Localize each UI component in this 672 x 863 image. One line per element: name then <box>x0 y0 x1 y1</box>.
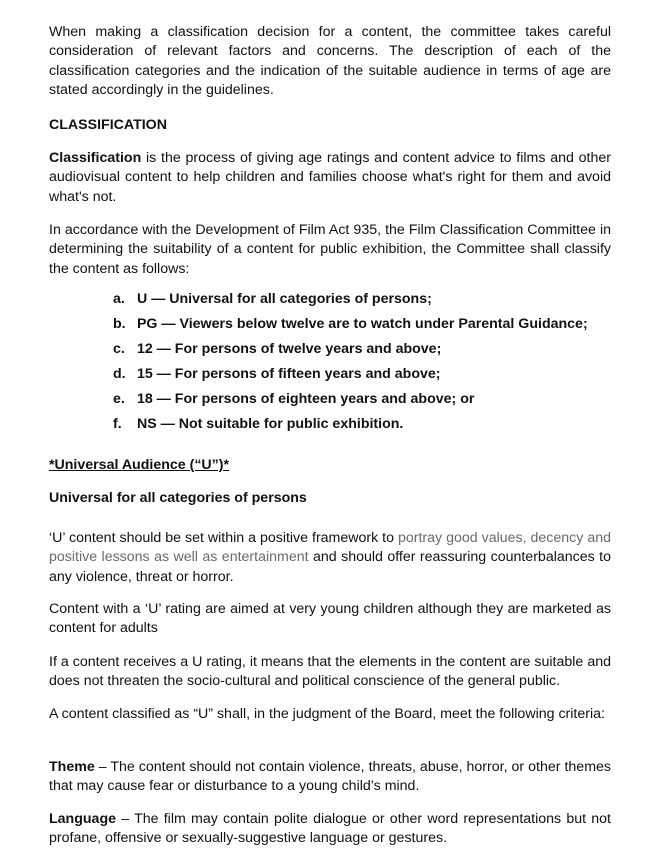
intro-paragraph: When making a classification decision for a content, the committee takes careful consideration of relevant factors and concerns. The description of each of the classification categories and the indication of the suitable audience in terms of age are stated accordingly in the guidelines. <box>49 24 611 99</box>
category-text: 15 — For persons of fifteen years and above; <box>136 366 441 383</box>
criteria-term: Language <box>49 811 117 827</box>
category-text: PG — Viewers below twelve are to watch under Parental Guidance; <box>136 316 588 333</box>
criteria-language <box>49 810 611 849</box>
category-item-pg <box>113 315 633 340</box>
category-text: 18 — For persons of eighteen years and above; or <box>136 391 475 408</box>
criteria-term: Theme <box>49 759 95 775</box>
list-marker: f. <box>113 416 122 433</box>
universal-subtitle: Universal for all categories of persons <box>49 490 307 506</box>
p1-end-text: and should offer reassuring counterbalances to any violence, threat or horror. <box>49 549 611 585</box>
category-text: U — Universal for all categories of persons; <box>136 291 432 307</box>
category-item-u <box>113 290 633 315</box>
classification-definition <box>49 149 611 207</box>
category-item-12 <box>113 340 633 365</box>
list-marker: a. <box>113 291 125 307</box>
category-text: NS — Not suitable for public exhibition. <box>136 416 404 433</box>
category-item-ns <box>113 415 633 440</box>
criteria-text: – The film may contain polite dialogue or other word representations but not profane, offensive or sexually-suggestive language or gestures. <box>49 811 611 847</box>
category-item-18 <box>113 390 633 415</box>
criteria-theme <box>49 758 611 797</box>
universal-paragraph-1 <box>49 529 611 587</box>
category-item-15 <box>113 365 633 390</box>
definition-term: Classification <box>49 150 142 166</box>
classification-heading: CLASSIFICATION <box>49 117 167 133</box>
universal-section-title: *Universal Audience (“U”)* <box>49 457 230 473</box>
category-text: 12 — For persons of twelve years and above; <box>136 341 442 358</box>
list-marker: d. <box>113 366 126 383</box>
list-marker: e. <box>113 391 125 408</box>
p1-muted-text: portray good values, decency and positive lessons as well as entertainment <box>49 530 611 566</box>
list-marker: c. <box>113 341 125 358</box>
universal-paragraph-4: A content classified as “U” shall, in the judgment of the Board, meet the following criteria: <box>49 706 605 722</box>
criteria-text: – The content should not contain violence, threats, abuse, horror, or other themes that may cause fear or disturbance to a young child’s mind. <box>49 759 611 795</box>
act-paragraph: In accordance with the Development of Film Act 935, the Film Classification Committee in determining the suitability of a content for public exhibition, the Committee shall classify the content as follows: <box>49 222 611 277</box>
universal-paragraph-2: Content with a ‘U’ rating are aimed at very young children although they are marketed as content for adults <box>49 601 611 637</box>
list-marker: b. <box>113 316 126 333</box>
classification-categories-list <box>113 290 633 441</box>
universal-paragraph-3: If a content receives a U rating, it means that the elements in the content are suitable and does not threaten the socio-cultural and political conscience of the general public. <box>49 654 611 690</box>
p1-start-text: ‘U’ content should be set within a positive framework to <box>49 530 398 546</box>
definition-text: is the process of giving age ratings and content advice to films and other audiovisual content to help children and families choose what's right for them and avoid what's not. <box>49 150 611 205</box>
